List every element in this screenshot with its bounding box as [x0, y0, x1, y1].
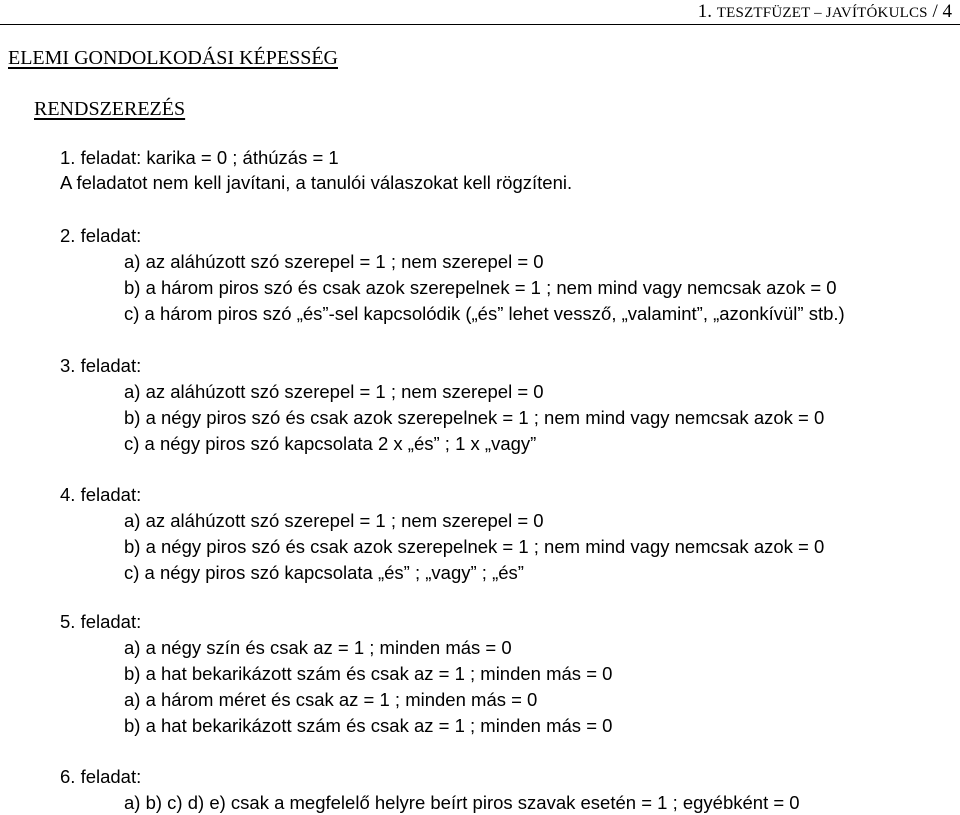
- task5-line-2: b) a hat bekarikázott szám és csak az = 1 ; minden más = 0: [124, 663, 613, 684]
- task4-line-a: a) az aláhúzott szó szerepel = 1 ; nem szerepel = 0: [124, 510, 544, 531]
- task1-heading: 1. feladat: karika = 0 ; áthúzás = 1: [60, 147, 339, 168]
- page-header: [0, 0, 960, 24]
- task3-heading: 3. feladat:: [60, 355, 142, 376]
- task2-line-c: c) a három piros szó „és”-sel kapcsolódik („és” lehet vessző, „valamint”, „azonkívül” stb.): [124, 303, 845, 324]
- task6-line-1: a) b) c) d) e) csak a megfelelő helyre beírt piros szavak esetén = 1 ; egyébként = 0: [124, 792, 800, 813]
- task4-line-b: b) a négy piros szó és csak azok szerepelnek = 1 ; nem mind vagy nemcsak azok = 0: [124, 536, 825, 557]
- task6-heading: 6. feladat:: [60, 766, 142, 787]
- task2-line-b: b) a három piros szó és csak azok szerepelnek = 1 ; nem mind vagy nemcsak azok = 0: [124, 277, 837, 298]
- task2-heading: 2. feladat:: [60, 225, 142, 246]
- task5-line-4: b) a hat bekarikázott szám és csak az = 1 ; minden más = 0: [124, 715, 613, 736]
- header-rule: [0, 24, 960, 25]
- task4-line-c: c) a négy piros szó kapcsolata „és” ; „vagy” ; „és”: [124, 562, 524, 583]
- task2-line-a: a) az aláhúzott szó szerepel = 1 ; nem szerepel = 0: [124, 251, 544, 272]
- task3-line-b: b) a négy piros szó és csak azok szerepelnek = 1 ; nem mind vagy nemcsak azok = 0: [124, 407, 825, 428]
- task3-line-a: a) az aláhúzott szó szerepel = 1 ; nem szerepel = 0: [124, 381, 544, 402]
- task3-line-c: c) a négy piros szó kapcsolata 2 x „és” ; 1 x „vagy”: [124, 433, 537, 454]
- task4-heading: 4. feladat:: [60, 484, 142, 505]
- header-booklet-number: 1.: [697, 1, 717, 22]
- task1-note: A feladatot nem kell javítani, a tanulói válaszokat kell rögzíteni.: [60, 172, 573, 193]
- task5-line-1: a) a négy szín és csak az = 1 ; minden más = 0: [124, 637, 512, 658]
- header-page-number: / 4: [927, 1, 952, 22]
- header-text: [698, 1, 952, 24]
- task5-line-3: a) a három méret és csak az = 1 ; minden más = 0: [124, 689, 538, 710]
- header-label: TESZTFÜZET – JAVÍTÓKULCS: [716, 5, 928, 21]
- section-title: RENDSZEREZÉS: [34, 98, 186, 120]
- document-title: ELEMI GONDOLKODÁSI KÉPESSÉG: [8, 47, 338, 69]
- task5-heading: 5. feladat:: [60, 611, 142, 632]
